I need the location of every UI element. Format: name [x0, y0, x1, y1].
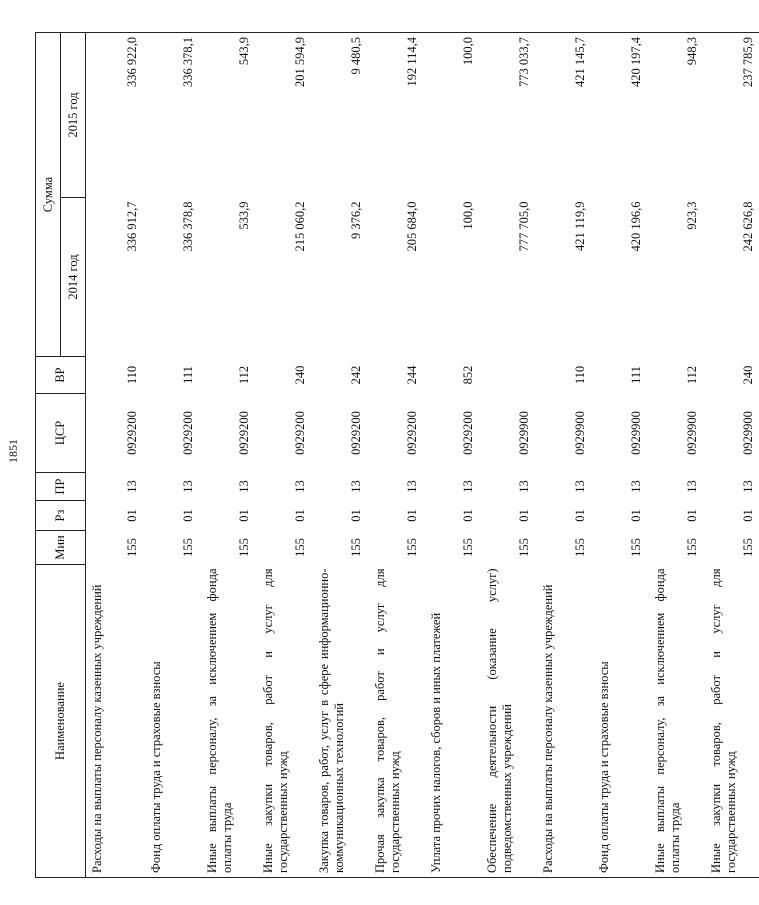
- row-rz: 01: [629, 509, 643, 522]
- row-pr: 13: [461, 480, 475, 493]
- row-name: Фонд оплаты труда и страховые взносы: [143, 565, 199, 878]
- row-vr: 111: [181, 366, 195, 384]
- row-csr: 0929200: [349, 411, 363, 455]
- row-vr: [479, 357, 535, 394]
- row-sum-2015: 773 033,7: [479, 33, 535, 198]
- row-csr: 0929200: [237, 411, 251, 455]
- row-name: Иные закупки товаров, работ и услуг для государственных нужд: [703, 565, 759, 878]
- row-csr: 0929200: [125, 411, 139, 455]
- row-pr: 13: [685, 480, 699, 493]
- row-rz: 01: [125, 509, 139, 522]
- row-vr: 112: [237, 365, 251, 385]
- row-pr: 13: [573, 480, 587, 493]
- header-vr: ВР: [36, 357, 86, 394]
- row-sum-2014: 533,9: [237, 201, 251, 230]
- header-year-2015: 2015 год: [61, 33, 86, 198]
- row-min: 155: [181, 538, 195, 557]
- header-min: Мин: [36, 531, 86, 565]
- row-csr: 0929200: [405, 411, 419, 455]
- row-vr: 112: [685, 365, 699, 385]
- row-name: Расходы на выплаты персоналу казенных учреждений: [86, 565, 144, 878]
- row-min: 155: [573, 538, 587, 557]
- row-sum-2014: 215 060,2: [293, 201, 307, 252]
- row-csr: 0929900: [629, 411, 643, 455]
- row-sum-2014: 9 376,2: [349, 201, 363, 239]
- row-vr: 110: [125, 365, 139, 385]
- row-name: Обеспечение деятельности (оказание услуг) подведомственных учреждений: [479, 565, 535, 878]
- table-row: [367, 33, 423, 878]
- row-pr: 13: [349, 480, 363, 493]
- row-sum-2015: 421 145,7: [535, 33, 591, 198]
- row-sum-2015: 192 114,4: [367, 33, 423, 198]
- row-vr: 242: [349, 365, 363, 385]
- row-name: Закупка товаров, работ, услуг в сфере информационно-коммуникационных технологий: [311, 565, 367, 878]
- row-pr: 13: [237, 480, 251, 493]
- row-vr: 240: [293, 365, 307, 385]
- header-pr: ПР: [36, 473, 86, 501]
- table-row: [311, 33, 367, 878]
- row-sum-2014: 923,3: [685, 201, 699, 230]
- row-rz: 01: [685, 509, 699, 522]
- table-body: [86, 33, 759, 878]
- row-min: 155: [237, 538, 251, 557]
- row-rz: 01: [237, 509, 251, 522]
- row-pr: 13: [293, 480, 307, 493]
- header-sum: Сумма: [36, 33, 61, 357]
- row-min: 155: [685, 538, 699, 557]
- table-row: [591, 33, 647, 878]
- table-row: [479, 33, 535, 878]
- table-row: [423, 33, 479, 878]
- row-sum-2015: 100,0: [423, 33, 479, 198]
- row-rz: 01: [517, 509, 531, 522]
- row-rz: 01: [461, 509, 475, 522]
- table-row: [535, 33, 591, 878]
- row-csr: 0929900: [517, 411, 531, 455]
- row-pr: 13: [125, 480, 139, 493]
- row-min: 155: [293, 538, 307, 557]
- table-row: [143, 33, 199, 878]
- row-vr: 111: [629, 366, 643, 384]
- row-name: Прочая закупка товаров, работ и услуг для государственных нужд: [367, 565, 423, 878]
- row-min: 155: [461, 538, 475, 557]
- header-name: Наименование: [36, 565, 86, 878]
- header-rz: Рз: [36, 501, 86, 531]
- row-sum-2014: 100,0: [461, 201, 475, 230]
- row-sum-2014: 242 626,8: [741, 201, 755, 252]
- row-vr: 110: [573, 365, 587, 385]
- row-name: Фонд оплаты труда и страховые взносы: [591, 565, 647, 878]
- row-csr: 0929200: [293, 411, 307, 455]
- header-year-2014: 2014 год: [61, 198, 86, 357]
- row-csr: 0929200: [461, 411, 475, 455]
- budget-table: [35, 32, 759, 878]
- row-name: Иные выплаты персоналу, за исключением фонда оплаты труда: [647, 565, 703, 878]
- row-sum-2014: 336 378,8: [181, 201, 195, 252]
- row-pr: 13: [517, 480, 531, 493]
- row-csr: 0929900: [741, 411, 755, 455]
- row-min: 155: [629, 538, 643, 557]
- row-name: Расходы на выплаты персоналу казенных учреждений: [535, 565, 591, 878]
- row-min: 155: [125, 538, 139, 557]
- page-number: 1851: [6, 439, 20, 463]
- row-vr: 240: [741, 365, 755, 385]
- row-min: 155: [741, 538, 755, 557]
- table-row: [199, 33, 255, 878]
- row-sum-2014: 336 912,7: [125, 201, 139, 252]
- row-min: 155: [405, 538, 419, 557]
- row-sum-2014: 420 196,6: [629, 201, 643, 252]
- row-sum-2015: 420 197,4: [591, 33, 647, 198]
- row-sum-2015: 237 785,9: [703, 33, 759, 198]
- table-row: [86, 33, 144, 878]
- row-vr: 852: [461, 365, 475, 385]
- row-name: Иные закупки товаров, работ и услуг для государственных нужд: [255, 565, 311, 878]
- row-pr: 13: [629, 480, 643, 493]
- row-min: 155: [349, 538, 363, 557]
- rotated-sheet: [35, 33, 755, 878]
- row-sum-2015: 201 594,9: [255, 33, 311, 198]
- table-row: [255, 33, 311, 878]
- row-csr: 0929900: [685, 411, 699, 455]
- row-rz: 01: [741, 509, 755, 522]
- row-rz: 01: [405, 509, 419, 522]
- row-pr: 13: [181, 480, 195, 493]
- row-min: 155: [517, 538, 531, 557]
- table-row: [703, 33, 759, 878]
- row-name: Уплата прочих налогов, сборов и иных платежей: [423, 565, 479, 878]
- row-sum-2015: 543,9: [199, 33, 255, 198]
- row-sum-2015: 948,3: [647, 33, 703, 198]
- row-sum-2015: 9 480,5: [311, 33, 367, 198]
- table-row: [647, 33, 703, 878]
- row-pr: 13: [405, 480, 419, 493]
- row-name: Иные выплаты персоналу, за исключением фонда оплаты труда: [199, 565, 255, 878]
- row-pr: 13: [741, 480, 755, 493]
- row-rz: 01: [181, 509, 195, 522]
- row-rz: 01: [349, 509, 363, 522]
- row-sum-2015: 336 378,1: [143, 33, 199, 198]
- row-sum-2014: 205 684,0: [405, 201, 419, 252]
- row-sum-2014: 421 119,9: [573, 201, 587, 252]
- row-sum-2014: 777 705,0: [517, 201, 531, 252]
- header-csr: ЦСР: [36, 394, 86, 473]
- row-csr: 0929200: [181, 411, 195, 455]
- row-vr: 244: [405, 365, 419, 385]
- row-sum-2015: 336 922,0: [86, 33, 144, 198]
- row-rz: 01: [573, 509, 587, 522]
- row-csr: 0929900: [573, 411, 587, 455]
- row-rz: 01: [293, 509, 307, 522]
